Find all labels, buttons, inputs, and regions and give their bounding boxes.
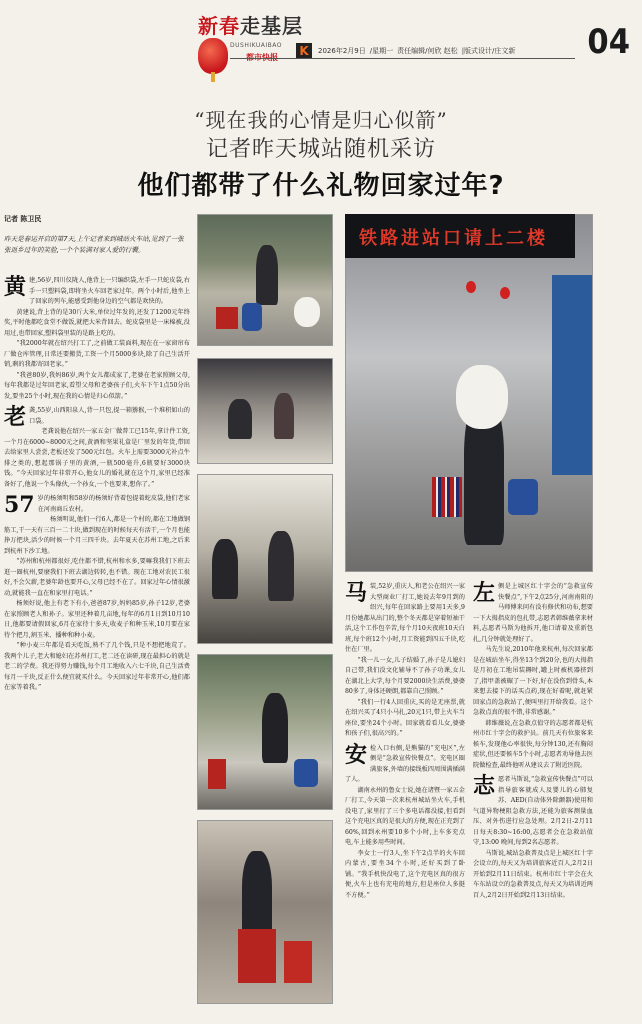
brand-pinyin: DUSHIKUAIBAO	[230, 42, 282, 49]
blue-case	[294, 759, 318, 787]
paragraph-text: 愿者马斯说,“急救宣传快餐点”可以指导旅客就成人及婴儿的心肺复苏、AED(自动体外除颤器)使用和气道异物梗阻急救方法,还能为旅客测量血压、对外伤进行应急处理。2月2日-2月11日每天8:30~16:00,志愿者会在急救站值守,13:00 晚间,每到2名志愿者。	[473, 776, 593, 846]
drop-cap: 安	[345, 741, 368, 768]
section-title-black: 走基层	[240, 14, 303, 38]
photo-seated-travelers	[197, 358, 333, 464]
photo-travelers-luggage	[197, 214, 333, 346]
paragraph-text: 黄建说,背上背的是30斤大米,单位过年发的,还发了1200元年终奖,平时他都吃食堂不做饭,就把大米背回去。蛇皮袋里是一床棉被,没用过,也带回家,塑料袋里装的是路上吃的。	[4, 308, 190, 337]
station-sign-text: 铁路进站口请上二楼	[359, 228, 548, 249]
article-paragraph	[4, 308, 190, 340]
article-paragraph	[345, 698, 465, 740]
photo-ticket-hall	[197, 474, 333, 644]
article-column-1	[4, 276, 190, 694]
photo-station-entrance	[345, 214, 593, 572]
article-paragraph	[345, 582, 465, 656]
seated-figure	[228, 399, 252, 439]
designer: |版式设计/庄文新	[461, 47, 516, 55]
paragraph-text: 侧是上城区红十字会的“急救宣传快餐点”,下午2点25分,河南南阳的马师傅来问有没有修伏和功布,想要一下大拇指皮的包扎带,志愿者韩维薇拿来材料,志愿者马斯为他拆开,他口请着及重新包扎,几分钟就处理好了。	[473, 583, 593, 643]
red-lantern-icon	[466, 281, 476, 293]
white-sack	[294, 297, 320, 327]
article-paragraph	[345, 741, 465, 786]
drop-cap: 马	[345, 580, 368, 606]
byline: 记者 陈卫民	[4, 215, 42, 223]
blue-wall-panel	[552, 275, 592, 475]
paragraph-text: 湖南永州的鲁女士说,她在诸暨一家五金厂打工,今天第一次来杭州城站坐火车,手机没电了,家里打了三个多电话都没接,但看到这个充电区真的是很大的方便,现在正充到了60%,回到永州要10多个小时,上车多充点电,车上能多用些时间。	[345, 786, 465, 846]
red-gift-box-2	[284, 941, 312, 983]
issue-info	[318, 46, 519, 56]
masthead-rule	[230, 58, 575, 59]
article-paragraph	[345, 656, 465, 698]
issue-date: 2026年2月9日	[318, 47, 366, 55]
paragraph-text: 岁的杨须明和58岁的杨须好背着包提着蛇皮袋,他们老家在河南商丘农村。	[37, 495, 190, 513]
subheadline: 记者昨天城站随机采访	[205, 137, 436, 162]
white-sack-on-back	[456, 365, 508, 429]
article-column-3	[473, 582, 593, 901]
drop-cap: 老	[4, 404, 27, 430]
plaid-bag	[432, 477, 462, 517]
section-title	[198, 10, 303, 39]
article-paragraph	[4, 641, 190, 694]
paragraph-text: 马斯说,城站急救普及点是上城区红十字会设立的,每天又为培训旅客近百人,2月2日开始到2月11日结束。杭州市红十字会在火车东站设立的急救普及点,每天又为培训近两百人,2月2日开始到2月13日结束。	[473, 849, 593, 899]
article-paragraph	[4, 599, 190, 641]
article-paragraph	[473, 849, 593, 902]
article-paragraph	[4, 276, 190, 308]
brand-logo-icon: K	[296, 43, 312, 59]
drop-cap: 左	[473, 580, 496, 606]
paragraph-text: “我爸80岁,我妈86岁,两个女儿都成家了,老婆在老家照顾父母,每年我都是过年回老家,看望父母和老婆孩子们,火车下午1点50分出发,要坐25个小时,现在我的心情是归心似箭。”	[4, 371, 190, 400]
red-bag	[216, 307, 238, 329]
article-paragraph	[4, 404, 190, 430]
article-paragraph	[473, 582, 593, 645]
drop-cap: 57	[4, 492, 35, 518]
red-gift-box	[238, 929, 276, 983]
article-paragraph	[4, 339, 190, 371]
article-paragraph	[473, 775, 593, 849]
section-title-red: 新春	[198, 14, 240, 38]
masthead	[0, 0, 642, 82]
article-paragraph	[4, 427, 190, 490]
crowd-figure	[212, 539, 238, 599]
article-paragraph	[4, 515, 190, 557]
blue-bag	[242, 303, 262, 331]
paragraph-text: 杨须明说,他们一行6人,都是一个村的,都在工地做钢筋工,干一天有三百一二十块,做到现在的时候每天有活干,一个月也能挣万把块,活少的时候一个月三四千块。去年夏天在苏州工地,之后来到杭州下沙工地。	[4, 516, 190, 555]
traveler-figure-3	[262, 693, 288, 763]
paragraph-text: “我们一行4人回重庆,买的是无座票,就在绍兴买了4只小马扎,20元1只,带上火车当座位,要坐24个小时。回家就看看儿女,婆婆和孩子们,很高兴的。”	[345, 698, 465, 737]
drop-cap: 黄	[4, 274, 27, 300]
kicker-quote: “现在我的心情是归心似箭”	[194, 108, 448, 132]
paragraph-text: “种小麦三年都是看天吃饭,熟不了几个钱,只是不想把地荒了。我两个儿子,老大和媳妇在苏州打工,老二还在读研,现在最担心的就是老二的学费。我还得努力赚钱,每个月工地收入六七千块,自己生活费每月一千块,反正什么便宜就买什么。今天回家过年非常开心,他们都在家等着我。”	[4, 642, 190, 691]
paragraph-text: 老龚说他在绍兴一家五金厂做普工已15年,拿计件工资,一个月在6000~8000元之间,黄酒和坚果礼盒是厂里发的年货,带回去给家里人尝尝,老板还发了500元红包。火车上需要3000元补点牛排之类的,想起那锅子里的黄酒,一瓶500毫升,6瓶要好3000块钱。“今天回家过年非常开心,他女儿的婚礼就在这个月,家里已经准备好了,他说一个头像伙,一个孙女,一个也要来,想你了。”	[4, 428, 190, 488]
article-column-2	[345, 582, 465, 901]
red-lantern-icon-2	[500, 287, 510, 299]
main-headline: 他们都带了什么礼物回家过年?	[137, 171, 505, 201]
red-case	[208, 759, 226, 789]
article-paragraph	[473, 719, 593, 772]
blue-carry-bag	[508, 479, 538, 515]
lead-paragraph: 昨天是春运开启的第7天,上午记者来到城站火车站,见到了一张张返乡过年的笑脸,一个个装满对家人爱的行囊。	[4, 235, 184, 254]
paragraph-text: “我一儿一女,儿子结婚了,孙子是儿媳妇自己带,我们没文化辅导不了孙子功课,女儿在湖北上大学,每个月要2000块生活费,婆婆80多了,身体还硬朗,都靠自己照顾。”	[345, 656, 465, 695]
photo-family-luggage	[197, 654, 333, 810]
paragraph-text: 建,56岁,四川仪陇人,他背上一只编织袋,左手一只蛇皮袋,右手一只塑料袋,即将坐火车回老家过年。两个小时后,他坐上了回家的列车,能感受到他身边的空气都是欢快的。	[29, 277, 190, 305]
paragraph-text: 杨须好说,他上有老下有小,爸爸87岁,妈妈85岁,孙子12岁,老婆在家照顾老人和孙子。家里还种着几亩地,每年的6月1日到10月10日,他都要请假回家,6月在家待十多天,收麦子和种玉米,10月要在家待个把月,割玉米、播种和种小麦。	[4, 600, 190, 639]
paragraph-text: 检入口右侧,是熊猫的“充电区”,左侧是“急救宣传快餐点”。充电区圈满旅客,外墙的接线板四周围满插满了人。	[345, 744, 465, 783]
editors: 责任编辑/何欣 赵松	[397, 47, 458, 55]
paragraph-text: 韩维薇说,在急救点值守的志愿者都是杭州市红十字会的救护员。前几天有位旅客来候车,发现他心率很快,每分钟130,还有胸闷症状,但还要候车5个小时,志愿者劝导他去医院做检查,最终他听从建议去了附近医院。	[473, 719, 593, 769]
paragraph-text: “我2000年就在绍兴打工了,之前做工装面料,现在在一家窗帘布厂做仓库管理,日常还要搬货,工资一个月5000多块,除了自己生活开销,剩的我都寄回老家。”	[4, 340, 190, 368]
article-paragraph	[4, 371, 190, 403]
paragraph-text: 马先生说,2010年他来杭州,每次回家都是在城站坐车,得坐13个到20分,也的大拇指是月初在工地吊装耨时,罐上时被机器挤到了,指甲盖被碾了一下好,好在没伤到骨头,本来想去接下的话买点药,现在好着呢,就赶紧回家点的急救站了,便叫里打开给我看。这个急救点真的很不错,非常感谢。”	[473, 646, 593, 716]
traveler-figure	[256, 245, 278, 305]
drop-cap: 志	[473, 773, 496, 799]
station-sign	[345, 214, 575, 258]
paragraph-text: “苏州和杭州都很好,吃住都不错,杭州和水多,要嘛我我们下班去逛一圈杭州,要麼我们下班去湖边转转,也不错。现在工地对农民工很好,不会欠薪,老婆年龄也要开心,父母已经不在了。回家过年心情很激动,就能我一直在和家里打电话。”	[4, 558, 190, 597]
paragraph-text: 龚,55岁,山西阳泉人,背一只包,提一箱猕猴,一个堆积如山的口袋。	[29, 407, 190, 425]
seated-figure-2	[274, 393, 294, 439]
issue-weekday: /星期一	[369, 47, 394, 55]
lantern-icon	[198, 38, 228, 74]
crowd-figure-2	[268, 531, 294, 601]
article-paragraph	[4, 492, 190, 518]
man-figure	[242, 851, 272, 941]
article-paragraph	[4, 557, 190, 599]
article-paragraph	[473, 645, 593, 719]
paragraph-text: 李女士一行3人,坐下午2点半的火车回内蒙古,要坐34个小时,还好买到了卧铺。“我手机快没电了,这个充电区真的很方便,火车上也有充电的地方,但是座位人多挺不方便。”	[345, 849, 465, 899]
page-number: 04	[587, 22, 630, 62]
paragraph-text: 装,52岁,重庆人,和老公在绍兴一家大型商业厂打工,她说去年9月到的绍兴,每年在回家路上要用1天多,9月份她都从出门的,整个冬天都是穿着短袖干活,这个工作包辛苦,每个月10天夜班10天白班,每个班12个小时,月工资能到四五千块,吃住在厂里。	[345, 583, 465, 653]
article-paragraph	[345, 849, 465, 902]
photo-gift-boxes	[197, 820, 333, 1004]
article-paragraph	[345, 786, 465, 849]
